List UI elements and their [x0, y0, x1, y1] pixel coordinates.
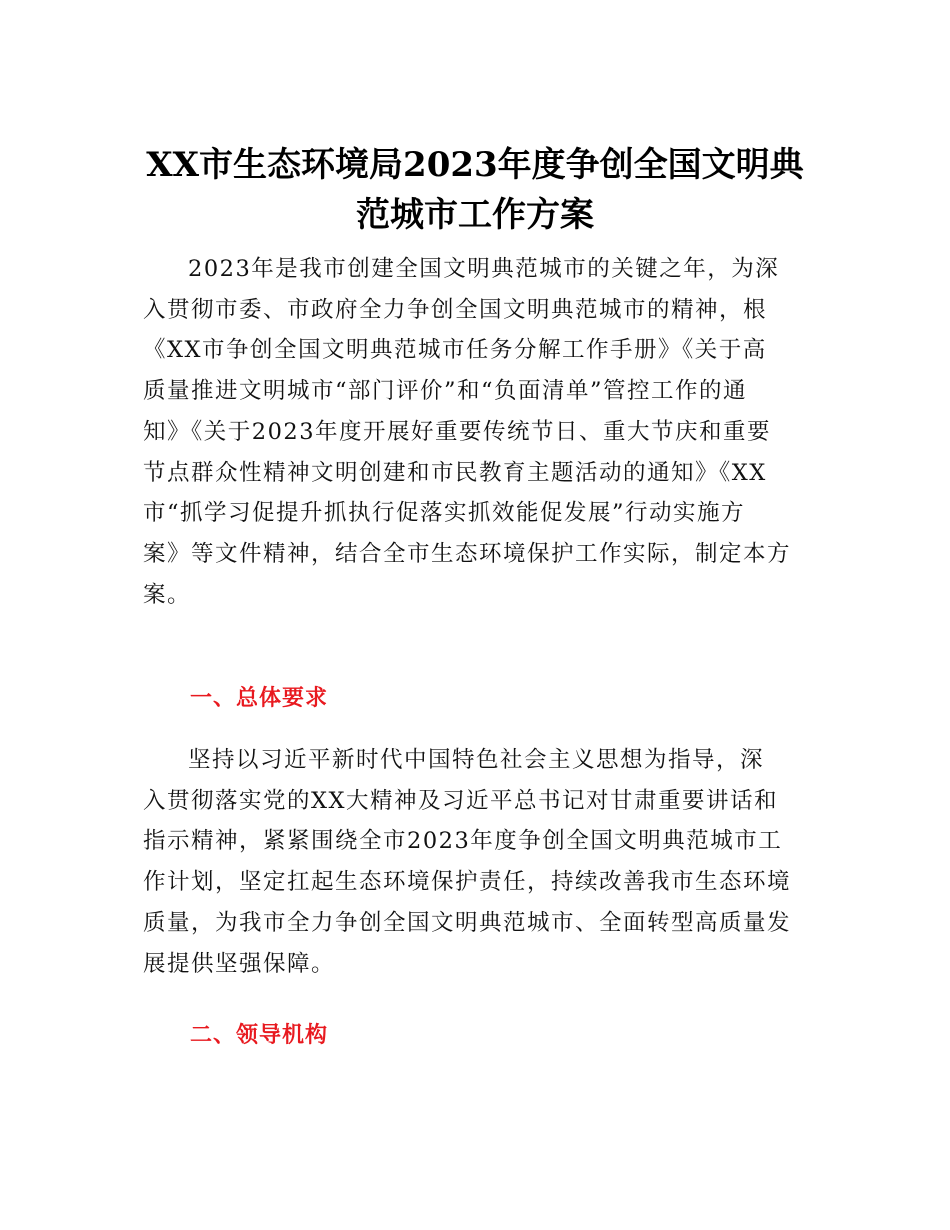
paragraph-line: 《XX市争创全国文明典范城市任务分解工作手册》《关于高	[143, 337, 767, 364]
paragraph-line: 坚持以习近平新时代中国特色社会主义思想为指导，深	[188, 747, 765, 773]
document-title	[100, 140, 850, 240]
section-heading-general-requirements: 一、总体要求	[190, 686, 329, 711]
paragraph-line: 质量，为我市全力争创全国文明典范城市、全面转型高质量发	[143, 909, 792, 936]
paragraph-line: 案。	[143, 581, 192, 608]
paragraph-line: 作计划，坚定扛起生态环境保护责任，持续改善我市生态环境	[143, 869, 792, 896]
paragraph-line: 入贯彻市委、市政府全力争创全国文明典范城市的精神，根	[143, 296, 768, 323]
paragraph-line: 知》《关于2023年度开展好重要传统节日、重大节庆和重要	[143, 418, 772, 445]
intro-paragraph	[143, 249, 823, 615]
title-line-2: 范城市工作方案	[356, 195, 594, 235]
paragraph-line: 2023年是我市创建全国文明典范城市的关键之年，为深	[188, 256, 780, 282]
general-requirements-paragraph	[143, 740, 823, 984]
paragraph-line: 节点群众性精神文明创建和市民教育主题活动的通知》《XX	[143, 459, 767, 486]
paragraph-line: 质量推进文明城市“部门评价”和“负面清单”管控工作的通	[143, 378, 748, 405]
paragraph-line: 入贯彻落实党的XX大精神及习近平总书记对甘肃重要讲话和	[143, 787, 779, 814]
title-line-1: XX市生态环境局2023年度争创全国文明典	[146, 145, 804, 185]
paragraph-line: 指示精神，紧紧围绕全市2023年度争创全国文明典范城市工	[143, 828, 783, 855]
paragraph-line: 案》等文件精神，结合全市生态环境保护工作实际，制定本方	[143, 540, 792, 567]
paragraph-line: 市“抓学习促提升抓执行促落实抓效能促发展”行动实施方	[143, 500, 746, 527]
paragraph-line: 展提供坚强保障。	[143, 950, 336, 977]
section-heading-leadership: 二、领导机构	[190, 1023, 329, 1048]
